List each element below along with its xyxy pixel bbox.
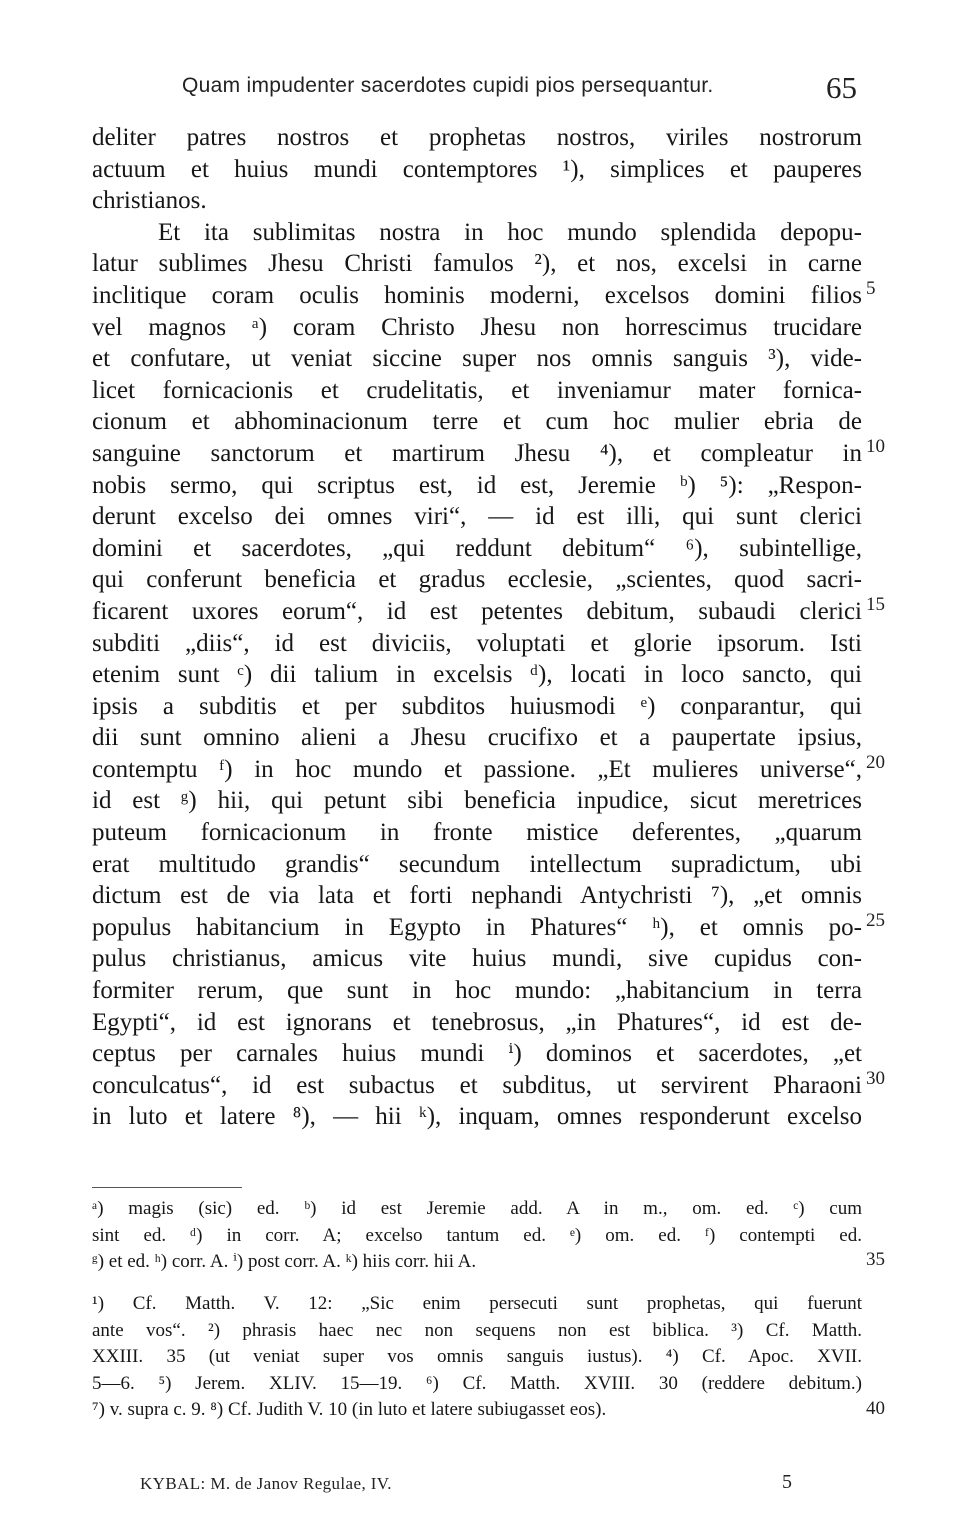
text-line: populus habitancium in Egypto in Phatures“ ʰ), et omnis po- — [92, 913, 862, 941]
text-line: domini et sacerdotes, „qui reddunt debitum“ ⁶), subintellige, — [92, 534, 862, 562]
margin-line-number: 35 — [866, 1249, 885, 1270]
text-line: Et ita sublimitas nostra in hoc mundo splendida depopu- — [158, 218, 862, 246]
margin-line-number: 20 — [866, 752, 885, 773]
apparatus-notes — [92, 1196, 862, 1276]
apparatus-note-line: sint ed. ᵈ) in corr. A; excelso tantum ed. ᵉ) om. ed. ᶠ) contempti ed. — [92, 1224, 862, 1246]
source-note-line: ante vos“. ²) phrasis haec nec non sequens non est biblica. ³) Cf. Matth. — [92, 1319, 862, 1341]
text-line: derunt excelso dei omnes viri“, — id est illi, qui sunt clerici — [92, 503, 862, 531]
margin-line-number: 40 — [866, 1398, 885, 1419]
text-line: pulus christianus, amicus vite huius mundi, sive cupidus con- — [92, 945, 862, 973]
margin-line-number: 25 — [866, 910, 885, 931]
text-line: latur sublimes Jhesu Christi famulos ²), et nos, excelsi in carne — [92, 250, 862, 278]
text-line: vel magnos ᵃ) coram Christo Jhesu non horrescimus trucidare — [92, 313, 862, 341]
margin-line-number: 10 — [866, 436, 885, 457]
margin-line-number: 5 — [866, 278, 876, 299]
text-line: puteum fornicacionum in fronte mistice deferentes, „quarum — [92, 819, 862, 847]
source-note-line: 5—6. ⁵) Jerem. XLIV. 15—19. ⁶) Cf. Matth. XVIII. 30 (reddere debitum.) — [92, 1372, 862, 1394]
text-line: ficarent uxores eorum“, id est petentes debitum, subaudi clerici — [92, 597, 862, 625]
text-line: nobis sermo, qui scriptus est, id est, Jeremie ᵇ) ⁵): „Respon- — [92, 471, 862, 499]
text-line: formiter rerum, que sunt in hoc mundo: „habitancium in terra — [92, 977, 862, 1005]
source-note-line: ⁷) v. supra c. 9. ⁸) Cf. Judith V. 10 (in luto et latere subiugasset eos). — [92, 1399, 607, 1420]
signature-mark: 5 — [782, 1471, 792, 1493]
source-note-line: XXIII. 35 (ut veniat super vos omnis sanguis iustus). ⁴) Cf. Apoc. XVII. — [92, 1346, 862, 1367]
source-notes — [92, 1291, 862, 1424]
text-line: inclitique coram oculis hominis moderni, excelsos domini filios — [92, 281, 862, 309]
text-line: Egypti“, id est ignorans et tenebrosus, „in Phatures“, id est de- — [92, 1008, 862, 1036]
text-line: contemptu ᶠ) in hoc mundo et passione. „Et mulieres universe“, — [92, 755, 862, 783]
text-line: conculcatus“, id est subactus et subditus, ut servirent Pharaoni — [92, 1071, 862, 1099]
text-line: et confutare, ut veniat siccine super nos omnis sanguis ³), vide- — [92, 345, 862, 373]
printer-imprint: KYBAL: M. de Janov Regulae, IV. — [140, 1474, 392, 1493]
apparatus-note-line: ᵃ) magis (sic) ed. ᵇ) id est Jeremie add. A in m., om. ed. ᶜ) cum — [92, 1198, 862, 1219]
main-text — [92, 122, 862, 1133]
text-line: dictum est de via lata et forti nephandi Antychristi ⁷), „et omnis — [92, 882, 862, 910]
apparatus-note-line: ᵍ) et ed. ʰ) corr. A. ⁱ) post corr. A. ᵏ) hiis corr. hii A. — [92, 1251, 477, 1272]
text-line: licet fornicacionis et crudelitatis, et inveniamur mater fornica- — [92, 376, 862, 404]
text-line: qui conferunt beneficia et gradus ecclesie, „scientes, quod sacri- — [92, 566, 862, 594]
text-line: ipsis a subditis et per subditos huiusmodi ᵉ) conparantur, qui — [92, 692, 862, 720]
text-line: ceptus per carnales huius mundi ⁱ) dominos et sacerdotes, „et — [92, 1040, 862, 1068]
running-head — [0, 70, 960, 110]
margin-line-number: 30 — [866, 1068, 885, 1089]
text-line: actuum et huius mundi contemptores ¹), simplices et pauperes — [92, 155, 862, 183]
text-line: erat multitudo grandis“ secundum intellectum supradictum, ubi — [92, 850, 862, 878]
page-number: 65 — [826, 70, 857, 105]
text-line: deliter patres nostros et prophetas nostros, viriles nostrorum — [92, 124, 862, 151]
text-line: etenim sunt ᶜ) dii talium in excelsis ᵈ), locati in loco sancto, qui — [92, 661, 862, 689]
text-line: id est ᵍ) hii, qui petunt sibi beneficia inpudice, sicut meretrices — [92, 787, 862, 815]
margin-line-number: 15 — [866, 594, 885, 615]
footnote-rule — [92, 1187, 242, 1188]
text-line: cionum et abhominacionum terre et cum hoc mulier ebria de — [92, 408, 862, 436]
text-line: in luto et latere ⁸), — hii ᵏ), inquam, omnes responderunt excelso — [92, 1103, 862, 1131]
source-note-line: ¹) Cf. Matth. V. 12: „Sic enim persecuti sunt prophetas, qui fuerunt — [92, 1293, 862, 1314]
text-line: christianos. — [92, 187, 207, 215]
running-head-title: Quam impudenter sacerdotes cupidi pios persequantur. — [182, 74, 714, 97]
text-line: sanguine sanctorum et martirum Jhesu ⁴), et compleatur in — [92, 439, 862, 467]
text-line: subditi „diis“, id est diviciis, voluptati et glorie ipsorum. Isti — [92, 629, 862, 657]
text-line: dii sunt omnino alieni a Jhesu crucifixo et a paupertate ipsius, — [92, 724, 862, 752]
